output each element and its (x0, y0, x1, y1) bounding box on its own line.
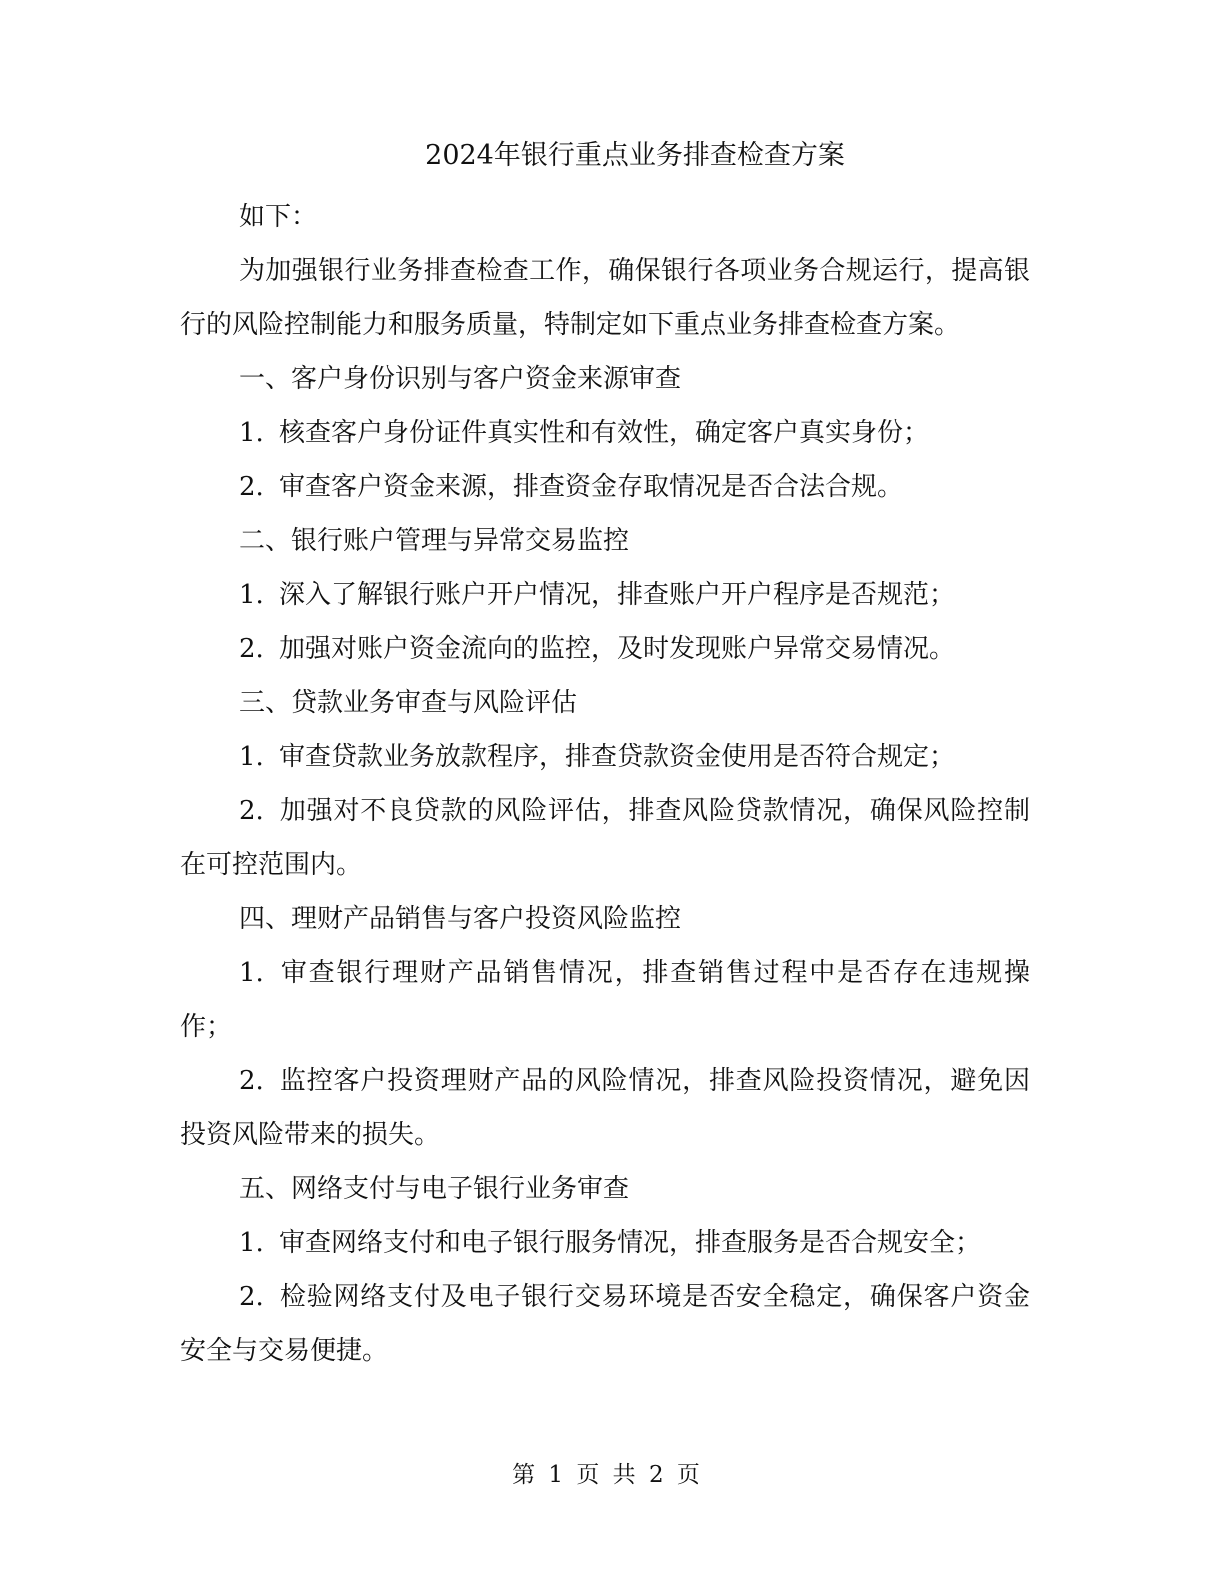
item-number: 2. (239, 796, 264, 826)
item-text: 加强对不良贷款的风险评估，排查风险贷款情况，确保风险控制在可控范围内。 (180, 796, 1030, 880)
section-heading: 三、贷款业务审查与风险评估 (239, 688, 578, 718)
item-text: 审查贷款业务放款程序，排查贷款资金使用是否符合规定； (279, 742, 956, 772)
page-footer: 第 1 页 共 2 页 (512, 1462, 700, 1488)
preface-paragraph: 为加强银行业务排查检查工作，确保银行各项业务合规运行，提高银行的风险控制能力和服务质量，特制定如下重点业务排查检查方案。 (180, 256, 1030, 340)
item-text: 监控客户投资理财产品的风险情况，排查风险投资情况，避免因投资风险带来的损失。 (180, 1066, 1030, 1150)
item-text: 深入了解银行账户开户情况，排查账户开户程序是否规范； (279, 580, 956, 610)
section-heading: 一、客户身份识别与客户资金来源审查 (239, 364, 682, 394)
item-number: 2. (239, 1066, 264, 1096)
list-item (180, 946, 1030, 1054)
item-text: 核查客户身份证件真实性和有效性，确定客户真实身份； (279, 418, 930, 448)
item-number: 1. (239, 580, 264, 610)
section-heading: 四、理财产品销售与客户投资风险监控 (239, 904, 682, 934)
item-number: 1. (239, 1228, 264, 1258)
list-item (180, 622, 1030, 676)
list-item (180, 1054, 1030, 1162)
item-number: 2. (239, 472, 264, 502)
item-text: 审查银行理财产品销售情况，排查销售过程中是否存在违规操作； (180, 958, 1030, 1042)
item-number: 1. (239, 958, 264, 988)
list-item (180, 460, 1030, 514)
item-number: 2. (239, 634, 264, 664)
intro-paragraph: 如下： (239, 202, 318, 232)
list-item (180, 730, 1030, 784)
item-number: 1. (239, 418, 264, 448)
section-heading: 五、网络支付与电子银行业务审查 (239, 1174, 630, 1204)
item-text: 审查网络支付和电子银行服务情况，排查服务是否合规安全； (279, 1228, 982, 1258)
item-text: 审查客户资金来源，排查资金存取情况是否合法合规。 (279, 472, 904, 502)
item-number: 1. (239, 742, 264, 772)
list-item (180, 568, 1030, 622)
item-text: 加强对账户资金流向的监控，及时发现账户异常交易情况。 (279, 634, 956, 664)
list-item (180, 784, 1030, 892)
document-body (180, 190, 1030, 1378)
item-number: 2. (239, 1282, 264, 1312)
item-text: 检验网络支付及电子银行交易环境是否安全稳定，确保客户资金安全与交易便捷。 (180, 1282, 1030, 1366)
document-title: 2024年银行重点业务排查检查方案 (425, 140, 845, 171)
section-heading: 二、银行账户管理与异常交易监控 (239, 526, 630, 556)
list-item (180, 1216, 1030, 1270)
list-item (180, 406, 1030, 460)
list-item (180, 1270, 1030, 1378)
